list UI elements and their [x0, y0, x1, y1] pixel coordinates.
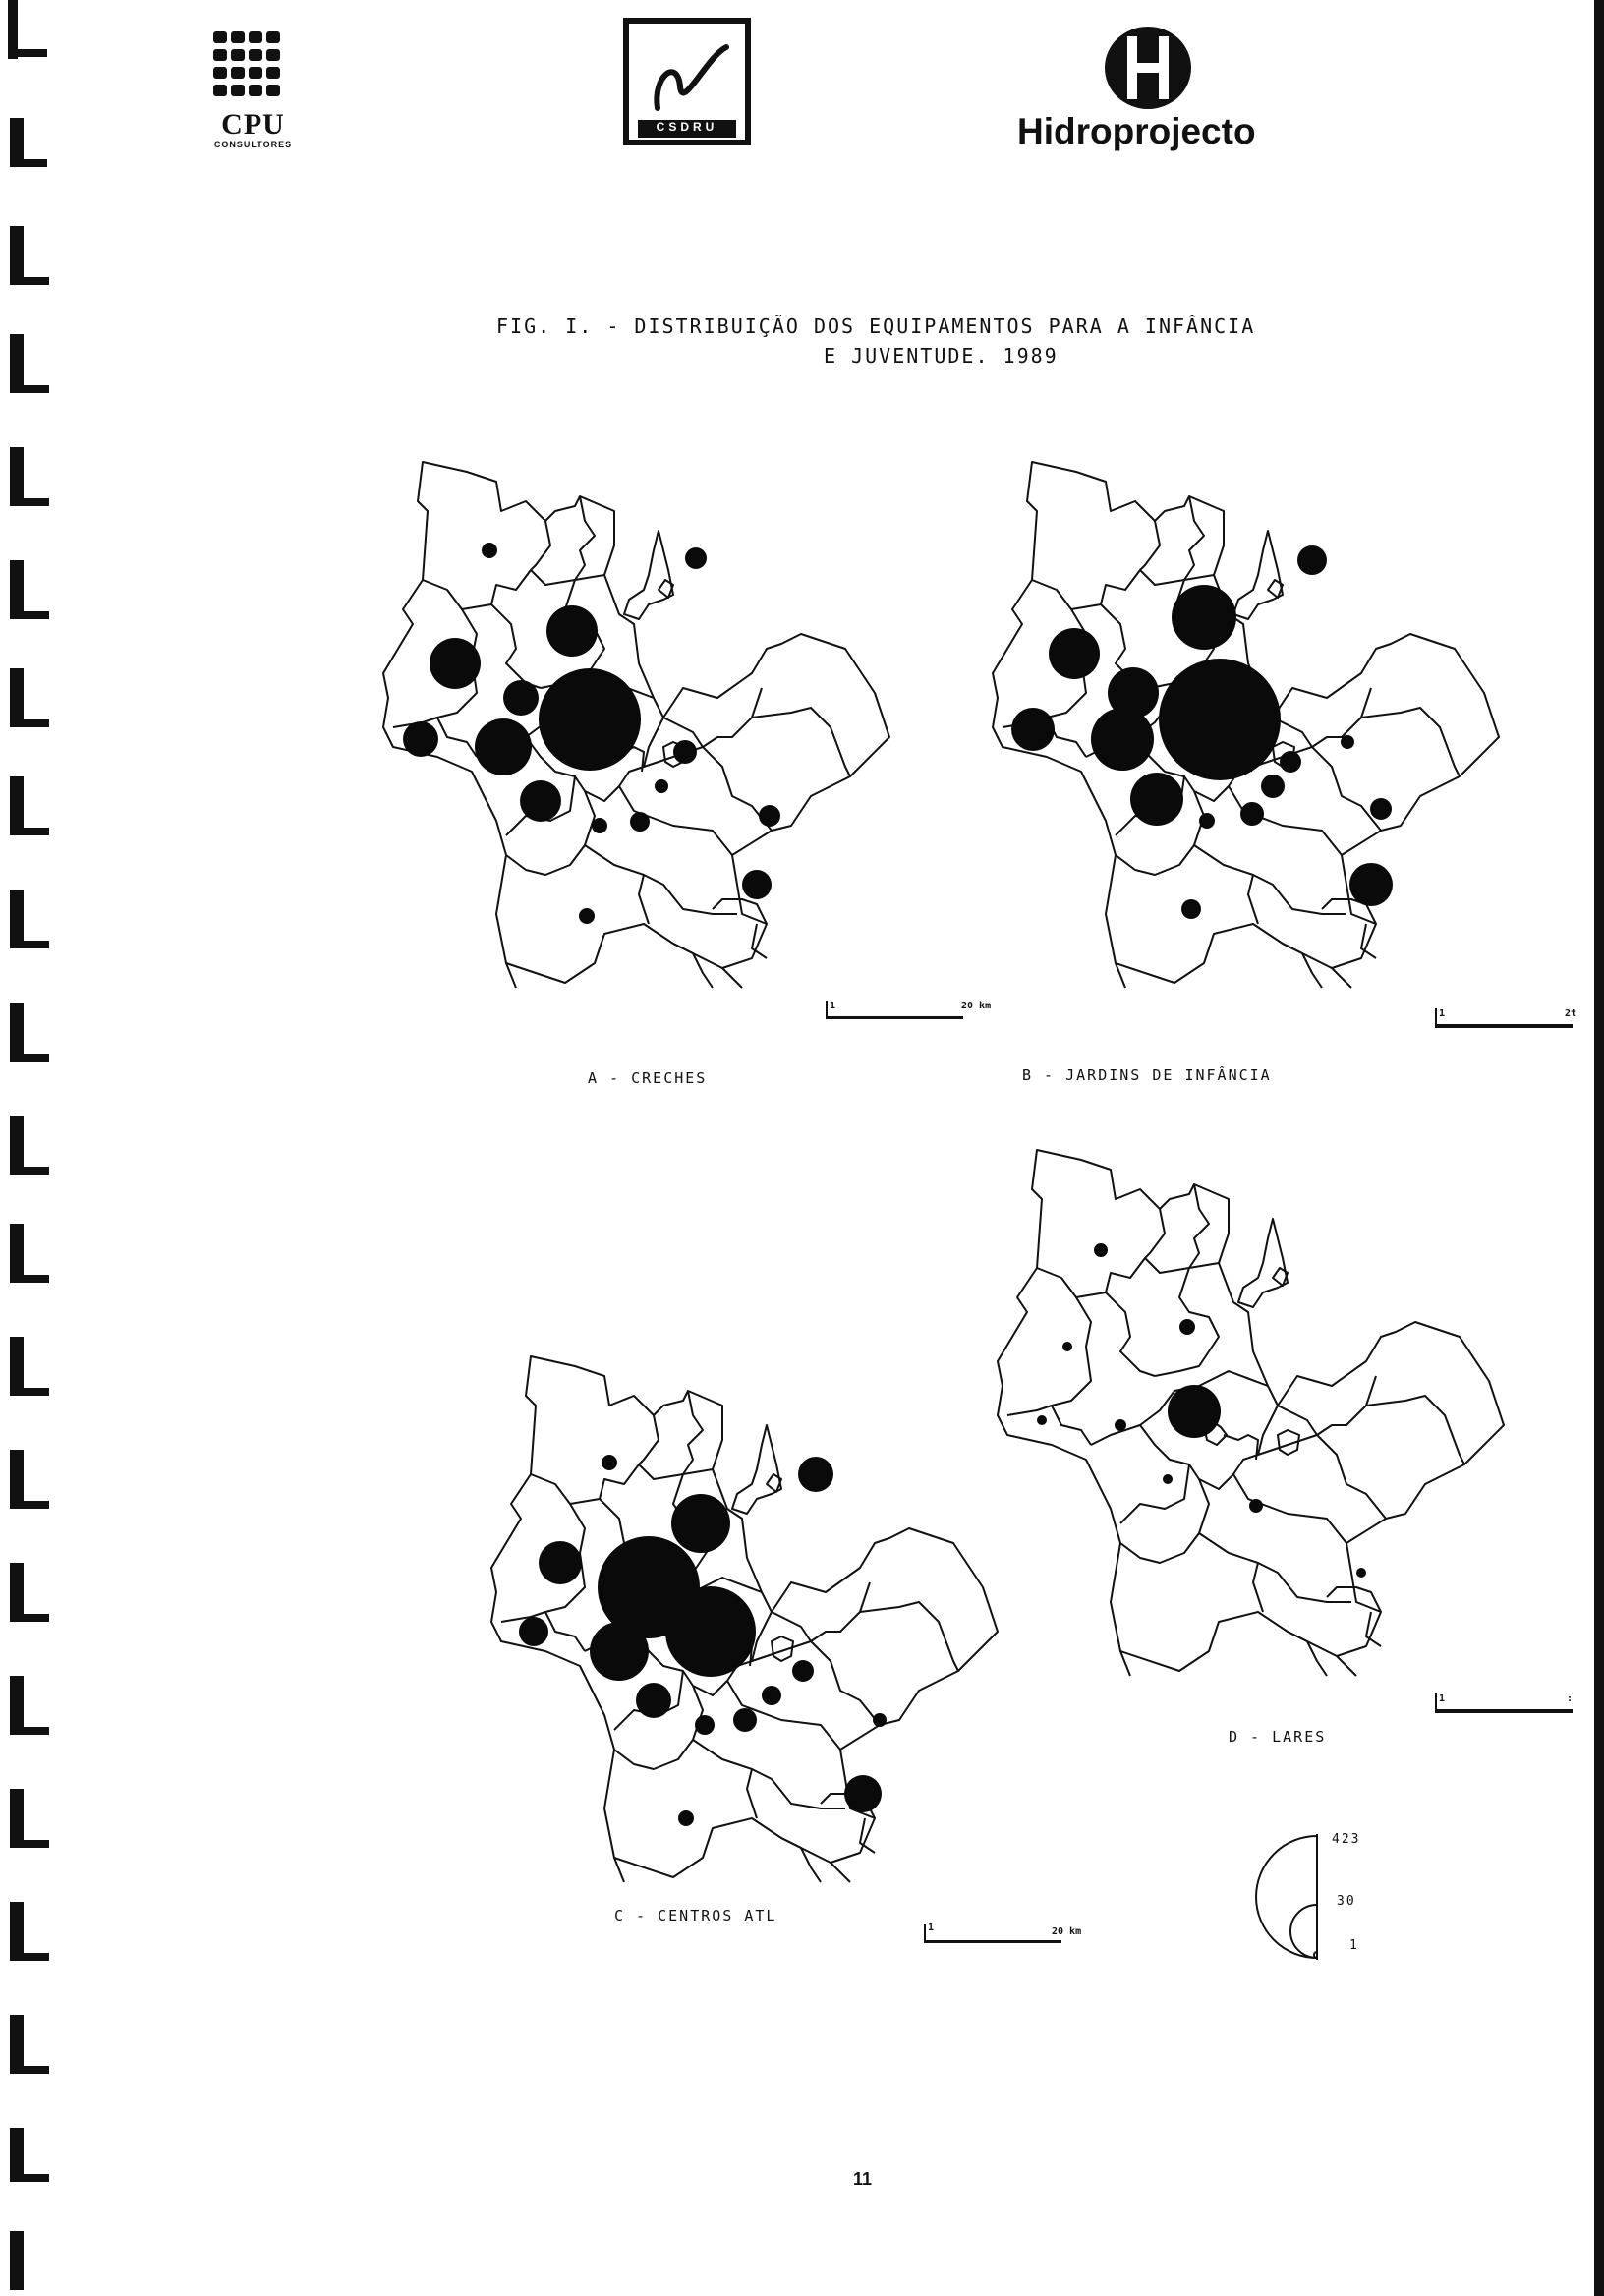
map-d-circle: [1356, 1568, 1366, 1578]
page-number: 11: [853, 2169, 873, 2189]
hidroprojecto-logo: [1012, 25, 1297, 167]
map-d-circle: [1037, 1415, 1047, 1425]
map-b-circle: [1159, 659, 1281, 780]
size-legend: [1243, 1828, 1371, 1976]
map-b-scale-end: 2t: [1565, 1008, 1577, 1019]
map-d-circle: [1062, 1342, 1072, 1351]
map-b-circle: [1341, 735, 1354, 749]
map-b-circle: [1240, 802, 1264, 826]
map-d-circle: [1179, 1319, 1195, 1335]
map-a-circle: [759, 805, 780, 827]
map-c-scale-start: 1: [928, 1923, 935, 1933]
map-a-scale-bar: [826, 995, 992, 1022]
map-c-circle: [844, 1775, 882, 1812]
map-a-caption: A - CRECHES: [588, 1069, 708, 1087]
map-c-circle: [873, 1713, 887, 1727]
map-a-circle: [475, 718, 532, 775]
map-a-circle: [685, 547, 707, 569]
figure-title-line1: FIG. I. - DISTRIBUIÇÃO DOS EQUIPAMENTOS PARA A INFÂNCIA: [496, 315, 1256, 338]
map-b-circle: [1370, 798, 1392, 820]
map-b-circle: [1172, 585, 1236, 650]
map-c-circle: [798, 1457, 833, 1492]
map-a-circle: [592, 818, 607, 833]
map-c-circle: [636, 1683, 671, 1718]
size-legend-value-mid: 30: [1337, 1894, 1356, 1909]
hidroprojecto-logo-text: Hidroprojecto: [1017, 111, 1256, 151]
map-a-circle: [503, 680, 539, 716]
map-d-scale-start: 1: [1439, 1693, 1446, 1704]
map-c-circle: [590, 1622, 649, 1681]
map-c-scale-end: 20 km: [1052, 1926, 1082, 1937]
cpu-logo-subtext: CONSULTORES: [213, 140, 293, 149]
map-d-scale-bar: [1435, 1686, 1577, 1715]
page-right-edge: [1594, 0, 1604, 2296]
map-c-circle: [695, 1715, 715, 1735]
map-b-circle: [1181, 899, 1201, 919]
map-a-symbols: [403, 543, 780, 924]
map-a-circle: [655, 779, 668, 793]
map-d-circle: [1115, 1419, 1126, 1431]
map-c-circle: [671, 1494, 730, 1553]
map-d-circle: [1249, 1499, 1263, 1513]
map-d-boundaries: [998, 1150, 1504, 1676]
map-d-circle: [1163, 1474, 1173, 1484]
map-c-circle: [539, 1541, 582, 1584]
map-b-circle: [1297, 545, 1327, 575]
map-b-jardins-de-infancia: [983, 452, 1582, 993]
map-b-circle: [1280, 751, 1301, 773]
map-a-creches: [378, 452, 968, 993]
map-a-circle: [520, 780, 561, 822]
cpu-logo: [201, 29, 305, 167]
map-a-circle: [546, 605, 598, 657]
csdru-logo-text: CSDRU: [656, 120, 718, 134]
binding-strip: [0, 0, 59, 2296]
map-c-circle: [678, 1810, 694, 1826]
cpu-logo-text: CPU: [221, 108, 285, 141]
hidroprojecto-emblem-icon: [1101, 25, 1195, 111]
map-c-circle: [733, 1708, 757, 1732]
map-b-circle: [1011, 708, 1055, 751]
map-b-circle: [1049, 628, 1100, 679]
map-c-circle: [792, 1660, 814, 1682]
map-b-circle: [1199, 813, 1215, 829]
map-b-scale-bar: [1435, 1003, 1577, 1032]
map-d-lares: [988, 1140, 1587, 1681]
map-a-scale-start: 1: [830, 1001, 836, 1011]
map-c-scale-bar: [924, 1917, 1111, 1948]
map-b-symbols: [1011, 545, 1393, 919]
map-d-circle: [1094, 1243, 1108, 1257]
map-a-circle: [430, 638, 481, 689]
map-c-circle: [665, 1586, 756, 1677]
size-legend-value-min: 1: [1349, 1938, 1359, 1953]
csdru-logo: [623, 18, 751, 145]
map-b-circle: [1349, 863, 1393, 906]
map-c-circle: [762, 1686, 781, 1705]
map-b-scale-start: 1: [1439, 1008, 1446, 1019]
map-c-circle: [519, 1617, 548, 1646]
map-a-scale-end: 20 km: [961, 1001, 992, 1011]
map-b-circle: [1091, 708, 1154, 771]
map-a-circle: [539, 668, 641, 771]
map-a-circle: [742, 870, 772, 899]
map-b-circle: [1130, 773, 1183, 826]
map-c-caption: C - CENTROS ATL: [614, 1907, 777, 1924]
figure-title-line2: E JUVENTUDE. 1989: [824, 344, 1059, 368]
map-a-circle: [579, 908, 595, 924]
map-b-caption: B - JARDINS DE INFÂNCIA: [1022, 1066, 1272, 1084]
map-c-circle: [602, 1455, 617, 1470]
map-a-circle: [673, 740, 697, 764]
map-a-circle: [482, 543, 497, 558]
map-d-scale-end: :: [1567, 1693, 1574, 1704]
map-d-caption: D - LARES: [1229, 1728, 1327, 1746]
map-a-circle: [630, 812, 650, 832]
cpu-logo-grid-icon: [201, 29, 305, 106]
size-legend-semicircles: [1243, 1828, 1322, 1976]
size-legend-value-max: 423: [1332, 1832, 1361, 1847]
map-a-circle: [403, 721, 438, 757]
map-b-circle: [1261, 775, 1285, 798]
map-d-circle: [1168, 1385, 1221, 1438]
